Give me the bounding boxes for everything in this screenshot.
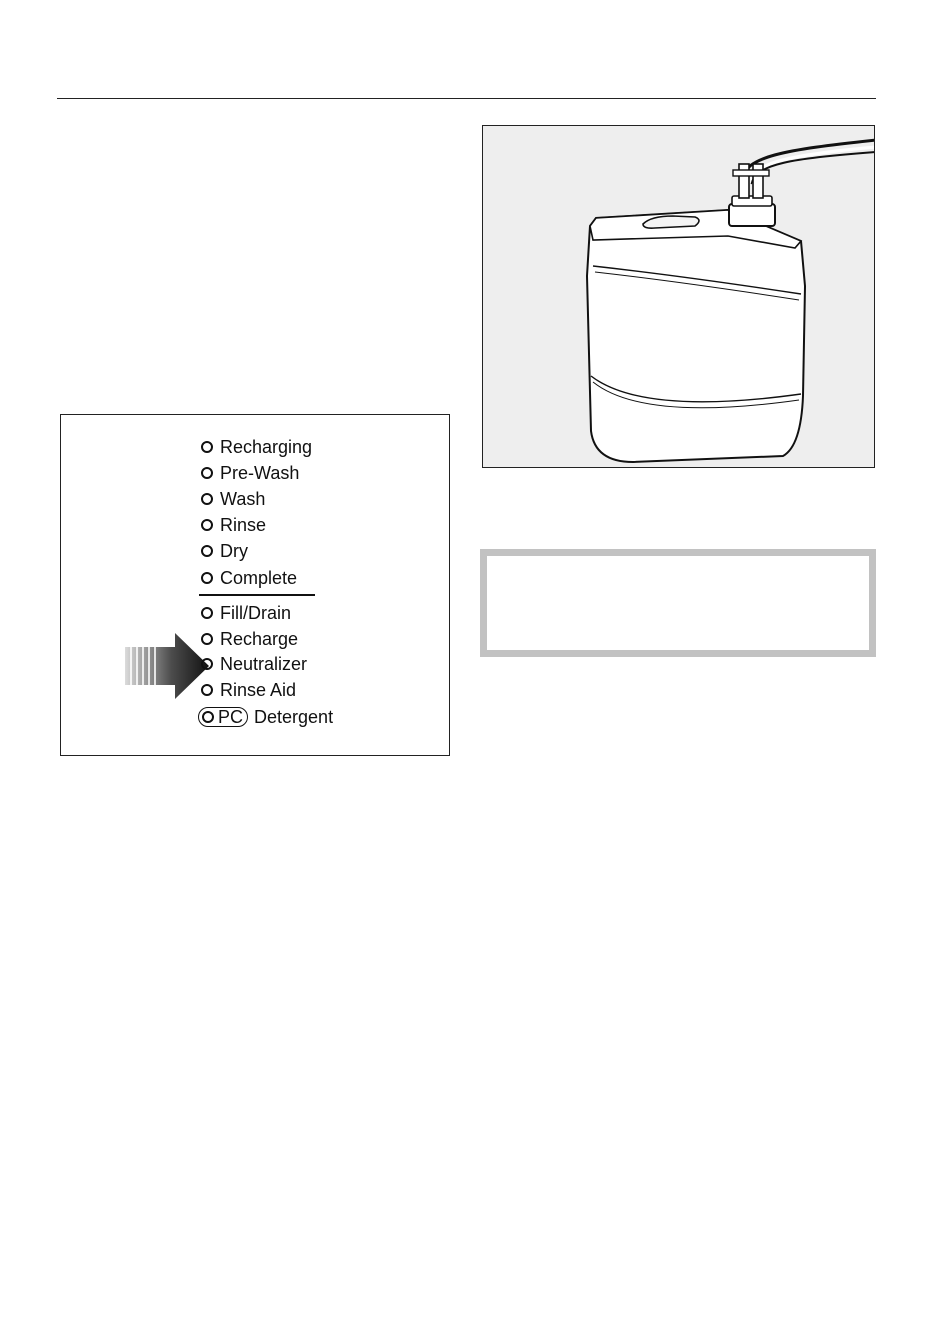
ring-indicator-icon [201, 467, 213, 479]
indicator-label: Fill/Drain [220, 603, 292, 623]
arrow-right-icon [125, 633, 209, 699]
indicator-wash [201, 488, 265, 510]
indicator-rinse [201, 514, 266, 536]
ring-indicator-icon [201, 519, 213, 531]
indicator-label: Wash [220, 489, 266, 509]
indicator-separator [199, 594, 315, 596]
indicator-fill-drain [201, 602, 291, 624]
indicator-label: Detergent [254, 707, 334, 727]
indicator-panel [60, 414, 450, 756]
pc-badge-label: PC [218, 707, 244, 727]
indicator-label: Rinse Aid [220, 680, 297, 700]
canister-illustration [482, 125, 875, 468]
indicator-label: Rinse [220, 515, 267, 535]
ring-indicator-icon [201, 441, 213, 453]
ring-indicator-icon [202, 711, 214, 723]
indicator-complete [201, 567, 297, 589]
indicator-label: Pre-Wash [220, 463, 300, 483]
indicator-pre-wash [201, 462, 299, 484]
indicator-label: Dry [220, 541, 248, 561]
header-rule [57, 98, 876, 99]
indicator-pc-detergent [201, 706, 333, 728]
ring-indicator-icon [201, 493, 213, 505]
indicator-label: Recharge [220, 629, 299, 649]
indicator-dry [201, 540, 248, 562]
indicator-label: Recharging [220, 437, 313, 457]
pc-badge [198, 707, 248, 727]
canister-icon [483, 126, 875, 468]
indicator-label: Neutralizer [220, 654, 308, 674]
ring-indicator-icon [201, 572, 213, 584]
ring-indicator-icon [201, 607, 213, 619]
indicator-label: Complete [220, 568, 298, 588]
indicator-neutralizer [201, 653, 307, 675]
note-box [480, 549, 876, 657]
indicator-recharge [201, 628, 298, 650]
indicator-rinse-aid [201, 679, 296, 701]
ring-indicator-icon [201, 545, 213, 557]
indicator-recharging [201, 436, 312, 458]
